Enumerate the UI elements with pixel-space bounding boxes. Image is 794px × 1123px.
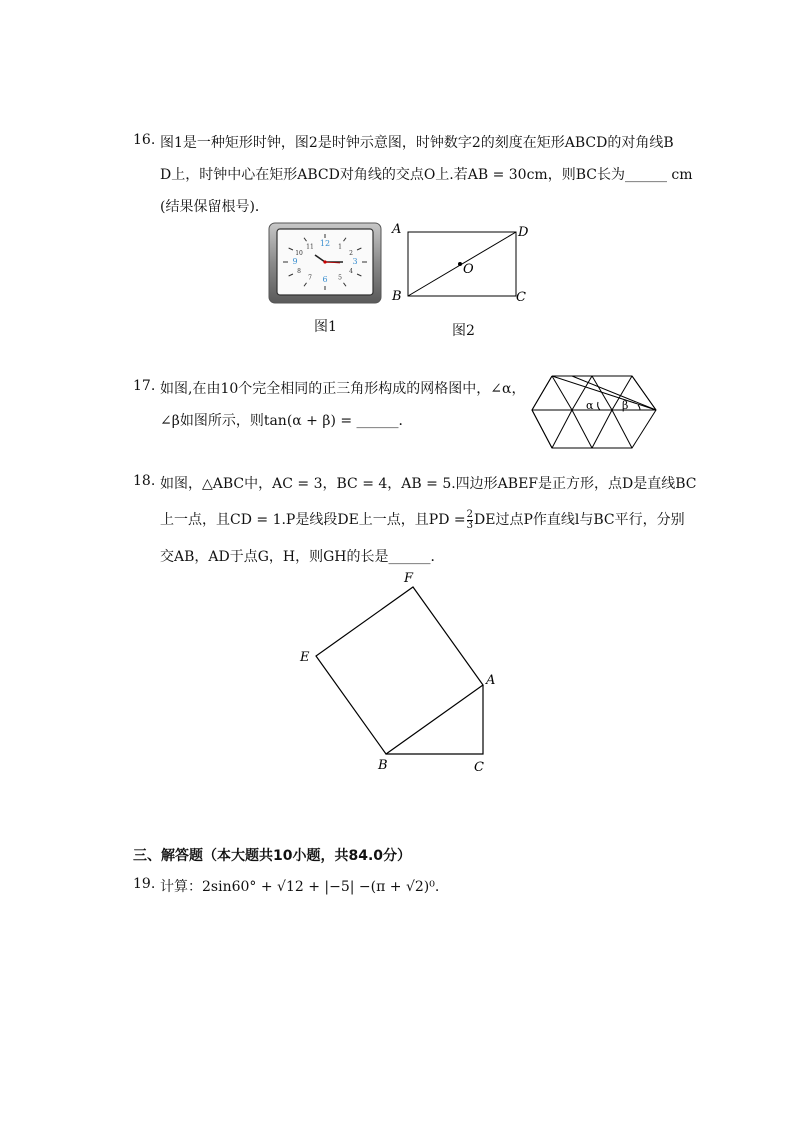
clock-number: 3 — [352, 257, 358, 266]
q17-line-2: ∠β如图所示，则tan(α + β) = ______． — [160, 413, 413, 429]
triangle-grid-figure — [528, 372, 660, 452]
alpha-label: α — [586, 399, 594, 412]
grid-outline — [532, 376, 656, 448]
q19-number: 19. — [133, 876, 156, 892]
clock-number: 2 — [349, 250, 353, 257]
clock-number: 6 — [322, 275, 328, 284]
clock-number: 11 — [306, 243, 314, 251]
q16-line-1: 图1是一种矩形时钟，图2是时钟示意图，时钟数字2的刻度在矩形ABCD的对角线B — [160, 135, 674, 151]
q17-number: 17. — [133, 378, 156, 394]
fraction — [467, 510, 473, 531]
figure-2-caption: 图2 — [452, 323, 475, 339]
q18-number: 18. — [133, 473, 156, 489]
alpha-ray — [552, 376, 656, 410]
fraction-numerator: 2 — [466, 508, 473, 520]
clock-number: 1 — [338, 243, 342, 251]
q16-line-3: (结果保留根号)． — [160, 199, 269, 215]
beta-label: β — [622, 399, 629, 412]
q17-line-1: 如图,在由10个完全相同的正三角形构成的网格图中，∠α， — [160, 381, 526, 397]
label-c: C — [474, 760, 484, 775]
label-c: C — [516, 290, 526, 305]
label-b: B — [392, 289, 402, 304]
clock-number: 5 — [338, 274, 342, 282]
beta-arc — [638, 405, 640, 410]
q16-number: 16. — [133, 132, 156, 148]
figure-1-caption: 图1 — [314, 319, 337, 335]
clock-number: 9 — [292, 257, 298, 266]
label-o: O — [463, 262, 474, 277]
label-d: D — [518, 225, 529, 240]
rectangle-figure — [388, 220, 538, 310]
point-o — [458, 262, 462, 266]
section-3-title: 三、解答题（本大题共10小题，共84.0分） — [133, 848, 412, 864]
square-abef — [316, 587, 483, 754]
q16-line-2: D上，时钟中心在矩形ABCD对角线的交点O上.若AB = 30cm，则BC长为______ cm — [160, 167, 693, 183]
q18-line-1: 如图，△ABC中，AC = 3，BC = 4，AB = 5.四边形ABEF是正方形，点D是直线BC — [160, 476, 697, 492]
clock-number: 10 — [295, 250, 303, 257]
fraction-denominator: 3 — [466, 519, 473, 531]
q18-line-3: 交AB，AD于点G，H，则GH的长是______． — [160, 549, 445, 565]
label-e: E — [300, 650, 310, 665]
clock-number: 12 — [319, 239, 331, 248]
clock-center — [323, 260, 326, 263]
label-b: B — [378, 758, 388, 773]
clock-number: 4 — [349, 268, 353, 275]
clock-figure — [268, 222, 382, 304]
q18-line-2 — [160, 509, 685, 531]
clock-number: 7 — [308, 274, 312, 282]
label-f: F — [404, 571, 414, 586]
clock-number: 8 — [297, 268, 301, 275]
q18-line-2-a: 上一点，且CD = 1.P是线段DE上一点，且PD = — [160, 512, 466, 528]
q19-text: 计算：2sin60° + √12 + |−5| −(π + √2)⁰. — [160, 879, 440, 895]
square-triangle-figure — [290, 566, 510, 778]
label-a: A — [486, 673, 496, 688]
alpha-arc — [598, 402, 600, 410]
q18-line-2-b: DE过点P作直线l与BC平行，分别 — [474, 512, 685, 528]
label-a: A — [392, 222, 402, 237]
